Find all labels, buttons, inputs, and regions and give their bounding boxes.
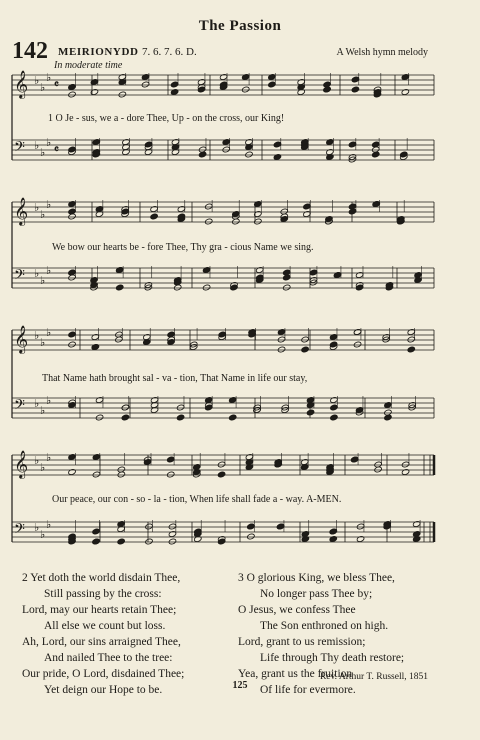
notehead — [355, 272, 363, 279]
notehead — [90, 79, 98, 86]
notehead — [92, 538, 100, 545]
treble-clef: 𝄞 — [14, 197, 29, 225]
flat-sign: ♭ — [46, 136, 52, 149]
treble-clef: 𝄞 — [14, 70, 29, 98]
notehead — [222, 139, 230, 146]
notehead — [228, 414, 236, 421]
notehead — [407, 346, 415, 353]
bass-clef: 𝄢 — [14, 267, 25, 287]
notehead — [170, 89, 178, 96]
lyric-line-4: Our peace, our con - so - la - tion, When life shall fade a - way. A-MEN. — [52, 494, 342, 505]
notehead — [268, 74, 276, 81]
notehead — [202, 284, 210, 291]
notehead — [228, 397, 236, 404]
time-signature: 𝄴 — [54, 78, 59, 91]
notehead — [116, 284, 124, 291]
verse-line: 2 Yet doth the world disdain Thee, — [22, 572, 181, 584]
verse-line: Life through Thy death restore; — [260, 652, 405, 664]
notehead — [273, 154, 281, 161]
lyric-line-3: That Name hath brought sal - va - tion, That Name in life our stay, — [42, 373, 308, 384]
notehead — [329, 536, 337, 543]
notehead — [401, 469, 409, 476]
verse-line: Yea, grant us the fruition — [238, 668, 353, 680]
bass-clef: 𝄢 — [14, 139, 25, 159]
verse-line: Our pride, O Lord, disdained Thee; — [22, 668, 185, 680]
flat-sign: ♭ — [46, 394, 52, 407]
meter: 7. 6. 7. 6. D. — [142, 46, 197, 58]
notehead — [247, 523, 255, 530]
flat-sign: ♭ — [34, 329, 40, 342]
notehead — [68, 469, 76, 476]
flat-sign: ♭ — [46, 198, 52, 211]
notehead — [384, 402, 392, 409]
notehead — [91, 334, 99, 341]
bass-clef: 𝄢 — [14, 397, 25, 417]
notehead — [353, 341, 361, 348]
notehead — [217, 461, 225, 468]
notehead — [168, 523, 176, 530]
notehead — [68, 331, 76, 338]
notehead — [333, 272, 341, 279]
notehead — [68, 201, 76, 208]
time-signature: 𝄴 — [54, 143, 59, 156]
notehead — [268, 81, 276, 88]
verse-line: Of life for evermore. — [260, 684, 356, 696]
notehead — [170, 81, 178, 88]
notehead — [205, 218, 213, 225]
notehead — [68, 341, 76, 348]
notehead — [351, 76, 359, 83]
notehead — [356, 523, 364, 530]
notehead — [301, 336, 309, 343]
verse-line: 3 O glorious King, we bless Thee, — [238, 572, 395, 584]
notehead — [118, 91, 126, 98]
treble-clef: 𝄞 — [14, 450, 29, 478]
notehead — [205, 203, 213, 210]
notehead — [141, 81, 149, 88]
section-title: The Passion — [198, 18, 282, 34]
notehead — [141, 74, 149, 81]
flat-sign: ♭ — [40, 146, 46, 159]
notehead — [351, 86, 359, 93]
flat-sign: ♭ — [40, 336, 46, 349]
flat-sign: ♭ — [34, 139, 40, 152]
notehead — [217, 538, 225, 545]
notehead — [277, 336, 285, 343]
notehead — [401, 89, 409, 96]
notehead — [95, 414, 103, 421]
flat-sign: ♭ — [40, 81, 46, 94]
notehead — [168, 531, 176, 538]
verse-line: The Son enthroned on high. — [260, 620, 389, 632]
notehead — [247, 533, 255, 540]
notehead — [330, 404, 338, 411]
notehead — [401, 74, 409, 81]
notehead — [330, 414, 338, 421]
notehead — [401, 461, 409, 468]
notehead — [256, 267, 264, 274]
notehead — [92, 471, 100, 478]
notehead — [353, 329, 361, 336]
notehead — [407, 329, 415, 336]
notehead — [326, 139, 334, 146]
notehead — [222, 146, 230, 153]
notehead — [241, 74, 249, 81]
notehead — [167, 339, 175, 346]
notehead — [92, 454, 100, 461]
notehead — [329, 341, 337, 348]
verse-line: O Jesus, we confess Thee — [238, 604, 356, 616]
notehead — [330, 397, 338, 404]
notehead — [219, 74, 227, 81]
notehead — [145, 538, 153, 545]
notehead — [329, 334, 337, 341]
notehead — [350, 456, 358, 463]
verse-line: Lord, grant to us remission; — [238, 636, 366, 648]
notehead — [91, 344, 99, 351]
verse-line: Ah, Lord, our sins arraigned Thee, — [22, 636, 181, 648]
flat-sign: ♭ — [46, 518, 52, 531]
lyric-line-1: 1 O Je - sus, we a - dore Thee, Up - on the cross, our King! — [48, 113, 285, 124]
notehead — [277, 346, 285, 353]
notehead — [329, 528, 337, 535]
notehead — [217, 471, 225, 478]
notehead — [309, 269, 317, 276]
flat-sign: ♭ — [46, 264, 52, 277]
tune-source: A Welsh hymn melody — [336, 47, 428, 58]
verse-line: Lord, may our hearts retain Thee; — [22, 604, 177, 616]
verse-line: Still passing by the cross: — [44, 588, 162, 600]
notehead — [143, 459, 151, 466]
page-number: 125 — [232, 680, 248, 691]
notehead — [90, 89, 98, 96]
flat-sign: ♭ — [40, 404, 46, 417]
flat-sign: ♭ — [40, 528, 46, 541]
verse-line: Yet deign our Hope to be. — [44, 684, 163, 696]
verse-line: And nailed Thee to the tree: — [44, 652, 173, 664]
notehead — [245, 151, 253, 158]
notehead — [145, 523, 153, 530]
notehead — [150, 206, 158, 213]
notehead — [117, 538, 125, 545]
flat-sign: ♭ — [34, 454, 40, 467]
flat-sign: ♭ — [46, 326, 52, 339]
tempo-marking: In moderate time — [54, 60, 123, 71]
flat-sign: ♭ — [34, 201, 40, 214]
bass-clef: 𝄢 — [14, 521, 25, 541]
notehead — [400, 151, 408, 158]
notehead — [168, 538, 176, 545]
notehead — [407, 336, 415, 343]
notehead — [273, 141, 281, 148]
notehead — [254, 201, 262, 208]
notehead — [301, 346, 309, 353]
notehead — [218, 331, 226, 338]
notehead — [92, 139, 100, 146]
notehead — [277, 329, 285, 336]
notehead — [121, 414, 129, 421]
notehead — [68, 91, 76, 98]
notehead — [177, 206, 185, 213]
notehead — [348, 141, 356, 148]
notehead — [166, 456, 174, 463]
tune-name: MEIRIONYDD — [58, 46, 139, 58]
notehead — [205, 404, 213, 411]
notehead — [356, 536, 364, 543]
notehead — [176, 404, 184, 411]
notehead — [121, 404, 129, 411]
notehead — [95, 397, 103, 404]
notehead — [306, 409, 314, 416]
notehead — [412, 521, 420, 528]
flat-sign: ♭ — [40, 274, 46, 287]
flat-sign: ♭ — [46, 451, 52, 464]
notehead — [116, 267, 124, 274]
notehead — [68, 454, 76, 461]
verse-2 — [22, 570, 184, 698]
notehead — [166, 471, 174, 478]
notehead — [241, 86, 249, 93]
flat-sign: ♭ — [34, 521, 40, 534]
flat-sign: ♭ — [34, 74, 40, 87]
notehead — [202, 267, 210, 274]
notehead — [150, 213, 158, 220]
notehead — [176, 414, 184, 421]
hymn-number: 142 — [12, 38, 48, 64]
verse-line: All else we count but loss. — [44, 620, 166, 632]
flat-sign: ♭ — [34, 397, 40, 410]
flat-sign: ♭ — [40, 461, 46, 474]
flat-sign: ♭ — [40, 208, 46, 221]
lyric-line-2: We bow our hearts be - fore Thee, Thy gra - cious Name we sing. — [52, 242, 314, 253]
flat-sign: ♭ — [34, 267, 40, 280]
treble-clef: 𝄞 — [14, 325, 29, 353]
notehead — [355, 407, 363, 414]
notehead — [197, 86, 205, 93]
notehead — [282, 284, 290, 291]
author-credit: Rev. Arthur T. Russell, 1851 — [319, 672, 428, 682]
verse-line: No longer pass Thee by; — [260, 588, 373, 600]
flat-sign: ♭ — [46, 71, 52, 84]
notehead — [92, 528, 100, 535]
